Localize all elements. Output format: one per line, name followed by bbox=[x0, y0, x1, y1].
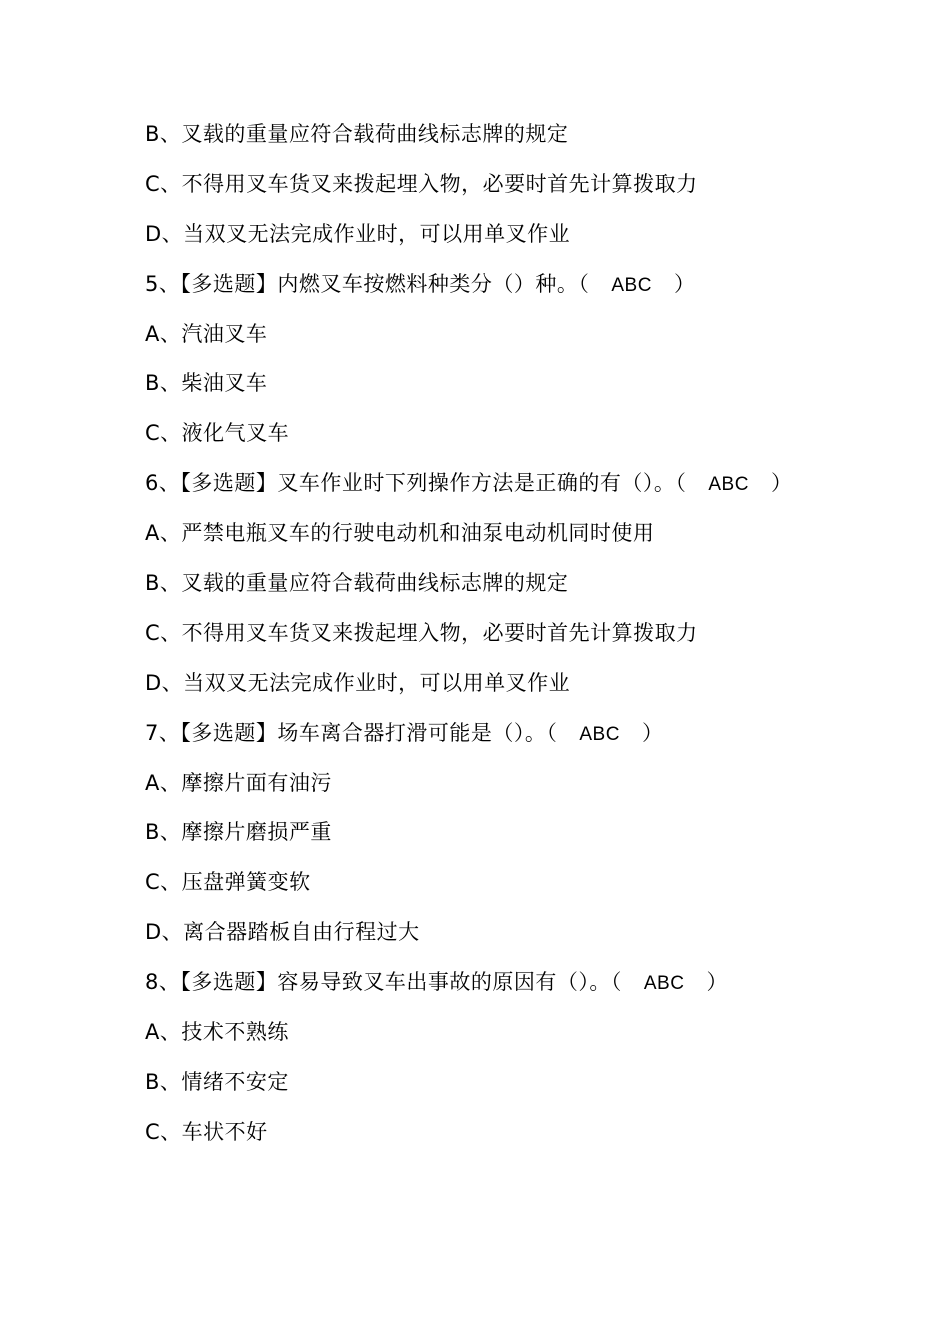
question-text: 6、【多选题】叉车作业时下列操作方法是正确的有（）。（ bbox=[145, 471, 687, 496]
option-text: B、情绪不安定 bbox=[145, 1069, 289, 1094]
option-text: C、不得用叉车货叉来拨起埋入物，必要时首先计算拨取力 bbox=[145, 620, 698, 645]
question-close: ） bbox=[673, 271, 696, 296]
option-text: C、车状不好 bbox=[145, 1119, 268, 1144]
option-text: A、汽油叉车 bbox=[145, 321, 268, 346]
option-line bbox=[145, 509, 905, 559]
option-line bbox=[145, 359, 905, 409]
option-line bbox=[145, 160, 905, 210]
question-close: ） bbox=[641, 720, 664, 745]
option-line bbox=[145, 310, 905, 360]
option-text: B、叉载的重量应符合载荷曲线标志牌的规定 bbox=[145, 571, 569, 596]
option-text: B、柴油叉车 bbox=[145, 371, 268, 396]
option-text: A、技术不熟练 bbox=[145, 1020, 289, 1045]
question-line bbox=[145, 260, 905, 310]
question-line bbox=[145, 958, 905, 1008]
question-text: 7、【多选题】场车离合器打滑可能是（）。（ bbox=[145, 720, 558, 745]
question-text: 5、【多选题】内燃叉车按燃料种类分（）种。（ bbox=[145, 271, 590, 296]
option-text: D、当双叉无法完成作业时，可以用单叉作业 bbox=[145, 670, 571, 695]
question-text: 8、【多选题】容易导致叉车出事故的原因有（）。（ bbox=[145, 970, 622, 995]
option-line bbox=[145, 409, 905, 459]
option-text: D、离合器踏板自由行程过大 bbox=[145, 920, 420, 945]
option-text: A、严禁电瓶叉车的行驶电动机和油泵电动机同时使用 bbox=[145, 521, 655, 546]
question-line bbox=[145, 709, 905, 759]
answer-text: ABC bbox=[611, 274, 652, 296]
option-line bbox=[145, 759, 905, 809]
question-line bbox=[145, 459, 905, 509]
option-line bbox=[145, 808, 905, 858]
option-text: A、摩擦片面有油污 bbox=[145, 770, 332, 795]
question-close: ） bbox=[770, 471, 793, 496]
content-lines bbox=[145, 110, 905, 1158]
answer-text: ABC bbox=[643, 973, 685, 995]
option-line bbox=[145, 1058, 905, 1108]
option-line bbox=[145, 858, 905, 908]
option-text: C、液化气叉车 bbox=[145, 421, 290, 446]
option-text: B、摩擦片磨损严重 bbox=[145, 820, 332, 845]
option-text: B、叉载的重量应符合载荷曲线标志牌的规定 bbox=[145, 122, 569, 146]
answer-text: ABC bbox=[708, 474, 749, 496]
question-close: ） bbox=[706, 970, 728, 995]
option-line bbox=[145, 659, 905, 709]
option-line bbox=[145, 210, 905, 260]
option-line bbox=[145, 1008, 905, 1058]
option-text: C、压盘弹簧变软 bbox=[145, 870, 311, 895]
option-text: D、当双叉无法完成作业时，可以用单叉作业 bbox=[145, 221, 571, 246]
option-line bbox=[145, 110, 905, 160]
option-line bbox=[145, 908, 905, 958]
option-text: C、不得用叉车货叉来拨起埋入物，必要时首先计算拨取力 bbox=[145, 171, 698, 196]
option-line bbox=[145, 559, 905, 609]
answer-text: ABC bbox=[579, 723, 620, 745]
option-line bbox=[145, 609, 905, 659]
option-line bbox=[145, 1108, 905, 1158]
